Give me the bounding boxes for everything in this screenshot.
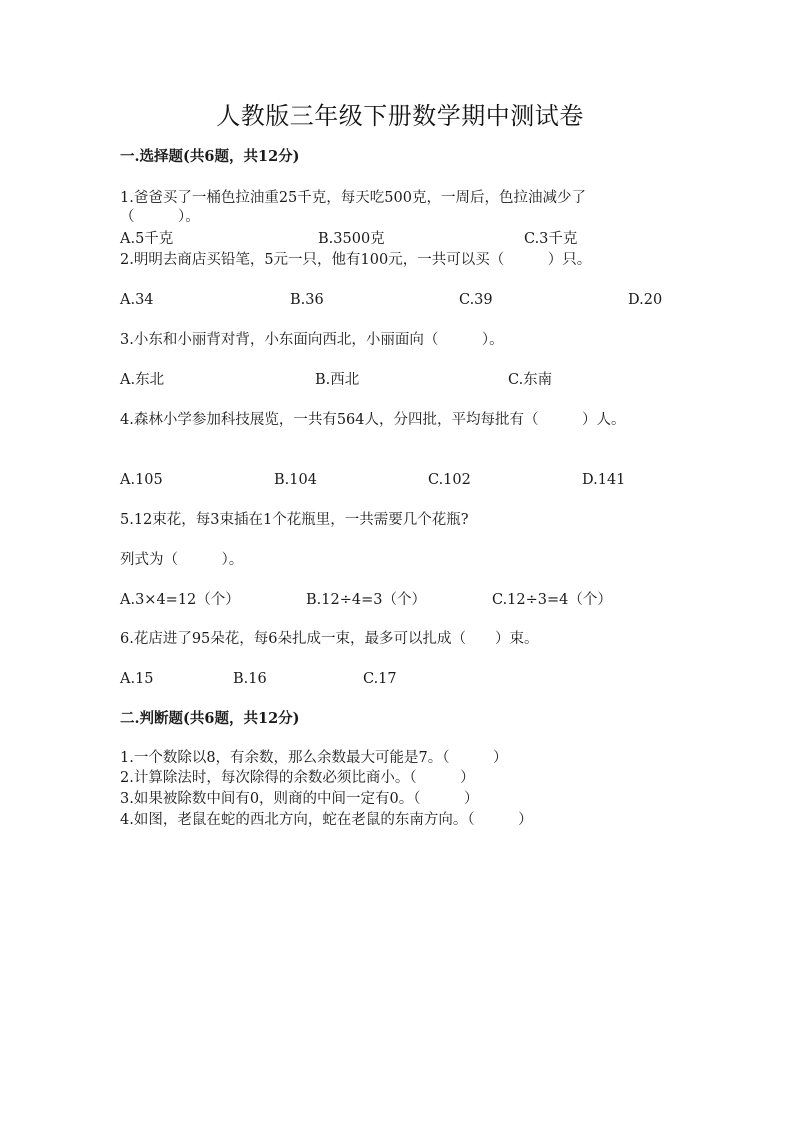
section-heading-choice: 一.选择题(共6题，共12分)	[120, 148, 300, 165]
question-4-text: 4.森林小学参加科技展览，一共有564人，分四批，平均每批有（ ）人。	[120, 412, 626, 428]
question-3-option-a: A.东北	[120, 372, 165, 388]
question-6-option-a: A.15	[120, 671, 154, 687]
page-title: 人教版三年级下册数学期中测试卷	[216, 102, 584, 130]
section-heading-judgement: 二.判断题(共6题，共12分)	[120, 710, 300, 727]
question-3-option-b: B.西北	[315, 372, 360, 388]
question-6-option-b: B.16	[233, 671, 267, 687]
question-5-formula-prompt: 列式为（ ）。	[120, 552, 244, 568]
question-1-blank: （ ）。	[120, 209, 200, 225]
question-4-option-d: D.141	[582, 472, 626, 488]
question-5-text: 5.12束花，每3束插在1个花瓶里，一共需要几个花瓶?	[120, 512, 469, 528]
question-1-option-b: B.3500克	[318, 231, 385, 247]
question-4-option-b: B.104	[274, 472, 317, 488]
question-3-text: 3.小东和小丽背对背，小东面向西北，小丽面向（ ）。	[120, 332, 504, 348]
question-6-option-c: C.17	[363, 671, 397, 687]
question-1-text: 1.爸爸买了一桶色拉油重25千克，每天吃500克，一周后，色拉油减少了	[120, 190, 586, 206]
question-4-option-a: A.105	[120, 472, 163, 488]
question-5-option-a: A.3×4=12（个）	[120, 592, 240, 608]
question-2-option-b: B.36	[290, 292, 324, 308]
judgement-item-3: 3.如果被除数中间有0，则商的中间一定有0。（ ）	[120, 791, 479, 807]
question-2-option-d: D.20	[628, 292, 663, 308]
question-6-text: 6.花店进了95朵花，每6朵扎成一束，最多可以扎成（ ）束。	[120, 631, 539, 647]
judgement-item-2: 2.计算除法时，每次除得的余数必须比商小。（ ）	[120, 770, 475, 786]
judgement-item-4: 4.如图，老鼠在蛇的西北方向，蛇在老鼠的东南方向。（ ）	[120, 812, 533, 828]
question-5-option-c: C.12÷3=4（个）	[492, 592, 612, 608]
question-2-option-c: C.39	[459, 292, 493, 308]
judgement-item-1: 1.一个数除以8，有余数，那么余数最大可能是7。（ ）	[120, 750, 508, 766]
question-4-option-c: C.102	[428, 472, 471, 488]
question-1-option-c: C.3千克	[524, 231, 578, 247]
question-2-option-a: A.34	[120, 292, 154, 308]
question-1-option-a: A.5千克	[120, 231, 174, 247]
question-2-text: 2.明明去商店买铅笔，5元一只，他有100元，一共可以买（ ）只。	[120, 252, 592, 268]
question-3-option-c: C.东南	[508, 372, 553, 388]
question-5-option-b: B.12÷4=3（个）	[306, 592, 426, 608]
